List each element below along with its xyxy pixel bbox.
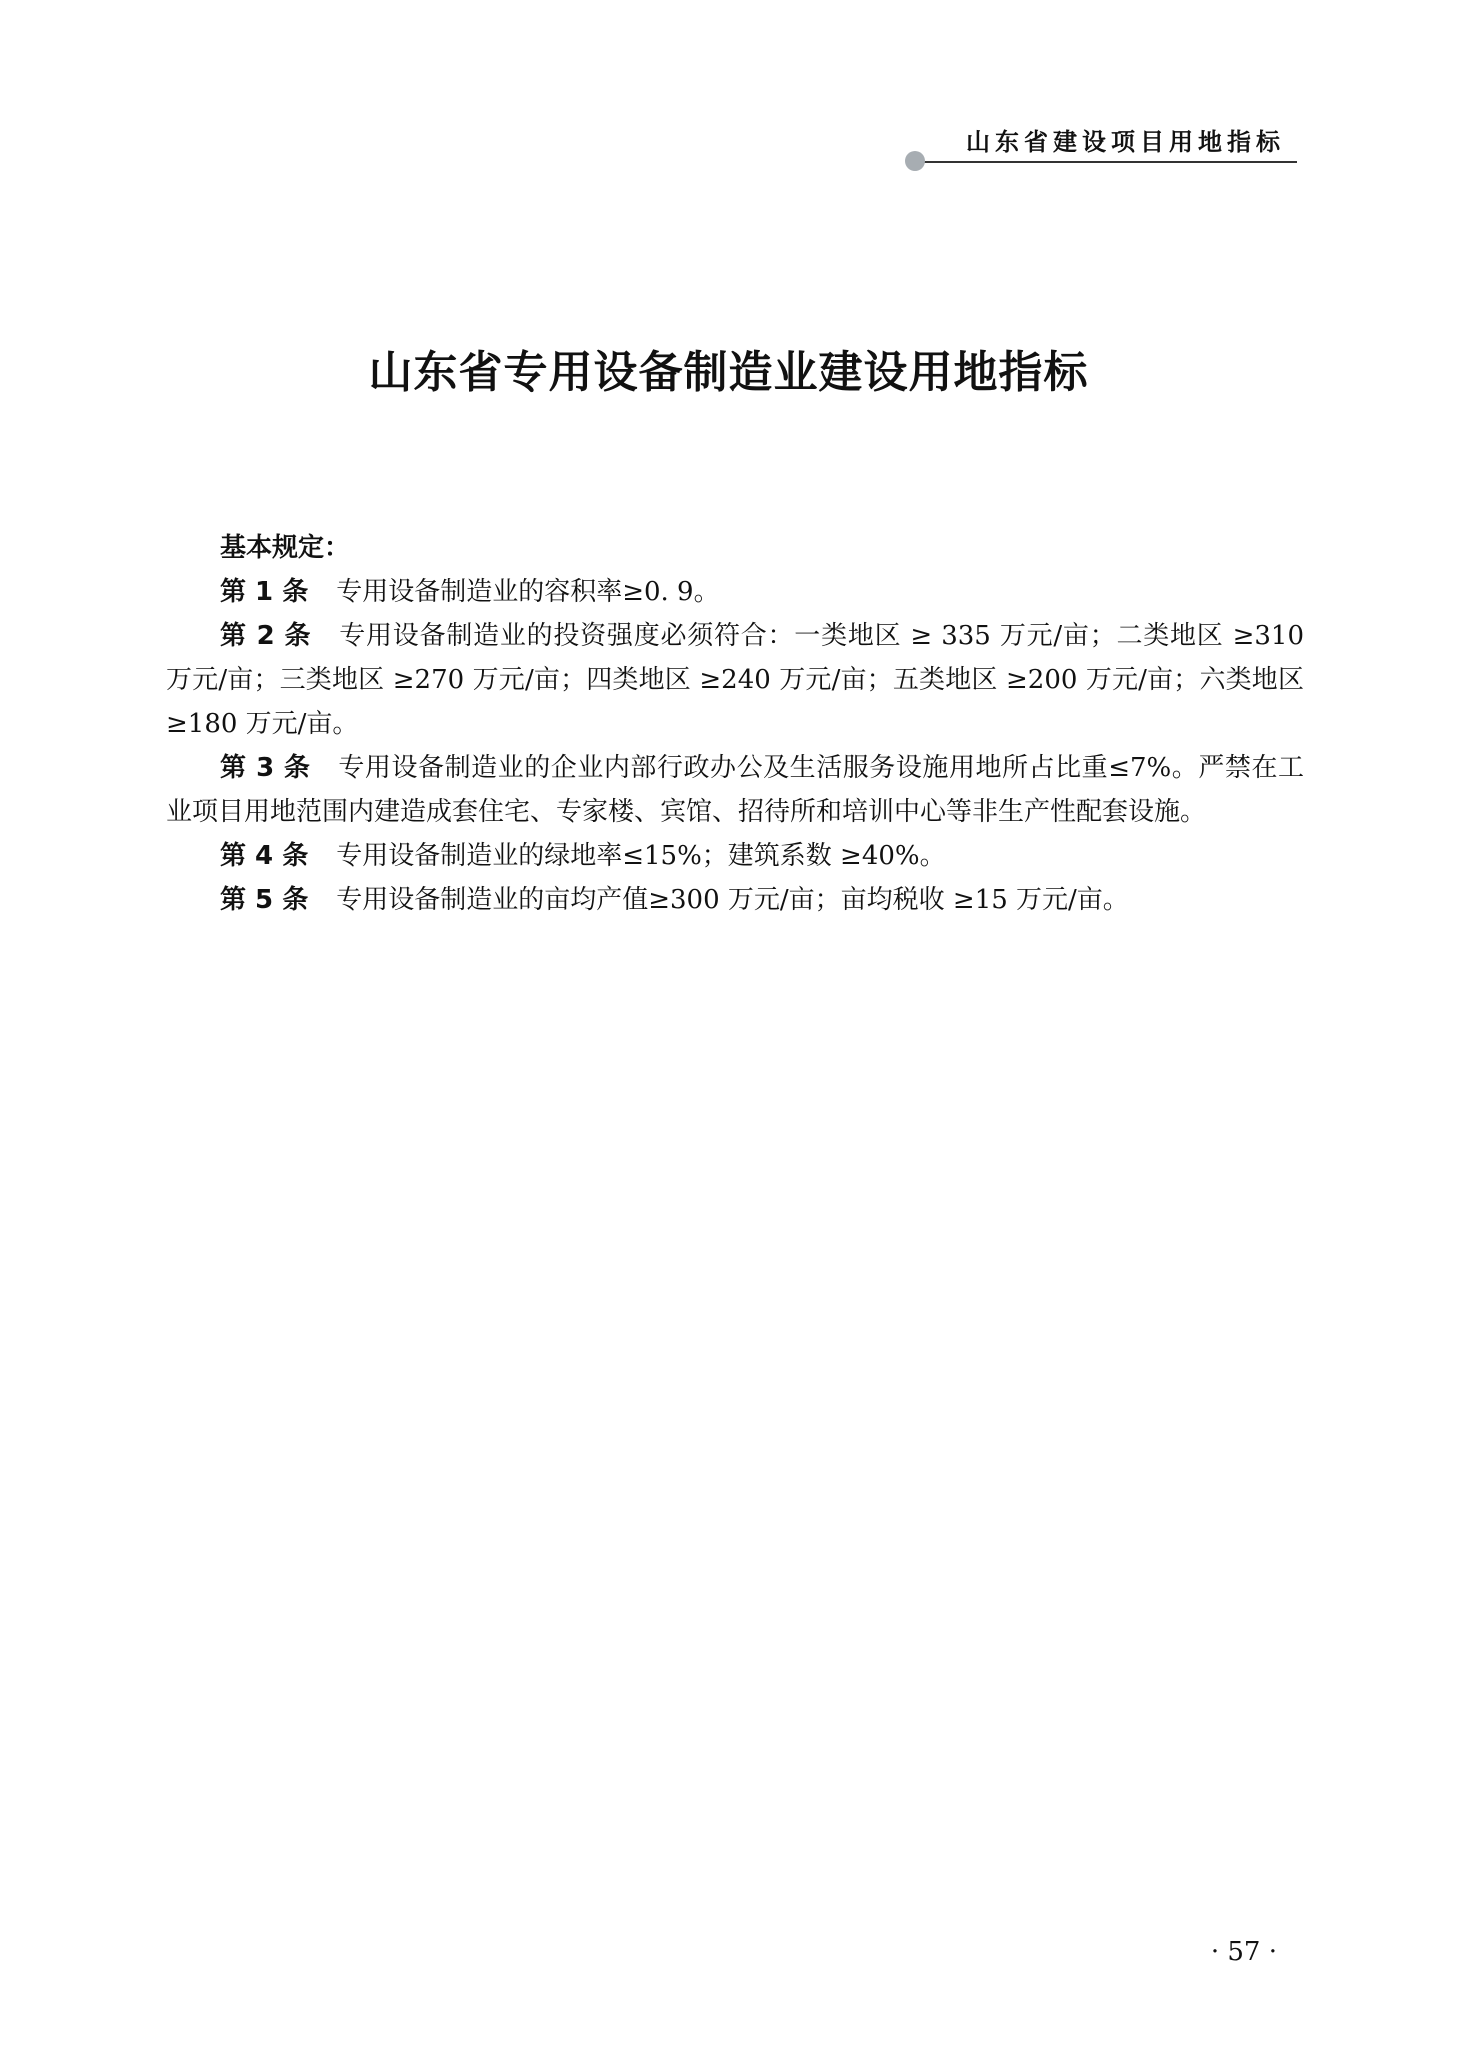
header-dot-icon: [905, 151, 925, 171]
article-label: 第 2 条: [220, 621, 312, 651]
page-number: · 57 ·: [1210, 1937, 1277, 1967]
article-text: 专用设备制造业的绿地率≤15%；建筑系数 ≥40%。: [336, 841, 946, 871]
article-4: [166, 834, 1304, 878]
article-5: [166, 878, 1304, 922]
article-text: 专用设备制造业的企业内部行政办公及生活服务设施用地所占比重≤7%。严禁在工业项目用地范围内建造成套住宅、专家楼、宾馆、招待所和培训中心等非生产性配套设施。: [166, 753, 1304, 827]
article-label: 第 5 条: [220, 885, 309, 915]
header-rule: [923, 161, 1297, 163]
article-label: 第 4 条: [220, 841, 309, 871]
section-heading: 基本规定：: [220, 533, 351, 563]
page-title: 山东省专用设备制造业建设用地指标: [368, 347, 1089, 398]
basic-rules-heading: [166, 526, 1304, 570]
article-label: 第 1 条: [220, 577, 309, 607]
article-3: [166, 746, 1304, 834]
article-label: 第 3 条: [220, 753, 311, 783]
running-header: [905, 118, 1305, 170]
article-1: [166, 570, 1304, 614]
body-text: [166, 526, 1304, 922]
article-text: 专用设备制造业的投资强度必须符合：一类地区 ≥ 335 万元/亩；二类地区 ≥310 万元/亩；三类地区 ≥270 万元/亩；四类地区 ≥240 万元/亩；五类地区 ≥200 万元/亩；六类地区 ≥180 万元/亩。: [166, 621, 1304, 739]
article-2: [166, 614, 1304, 746]
article-text: 专用设备制造业的容积率≥0. 9。: [336, 577, 720, 607]
article-text: 专用设备制造业的亩均产值≥300 万元/亩；亩均税收 ≥15 万元/亩。: [336, 885, 1129, 915]
running-header-title: 山东省建设项目用地指标: [966, 128, 1285, 156]
